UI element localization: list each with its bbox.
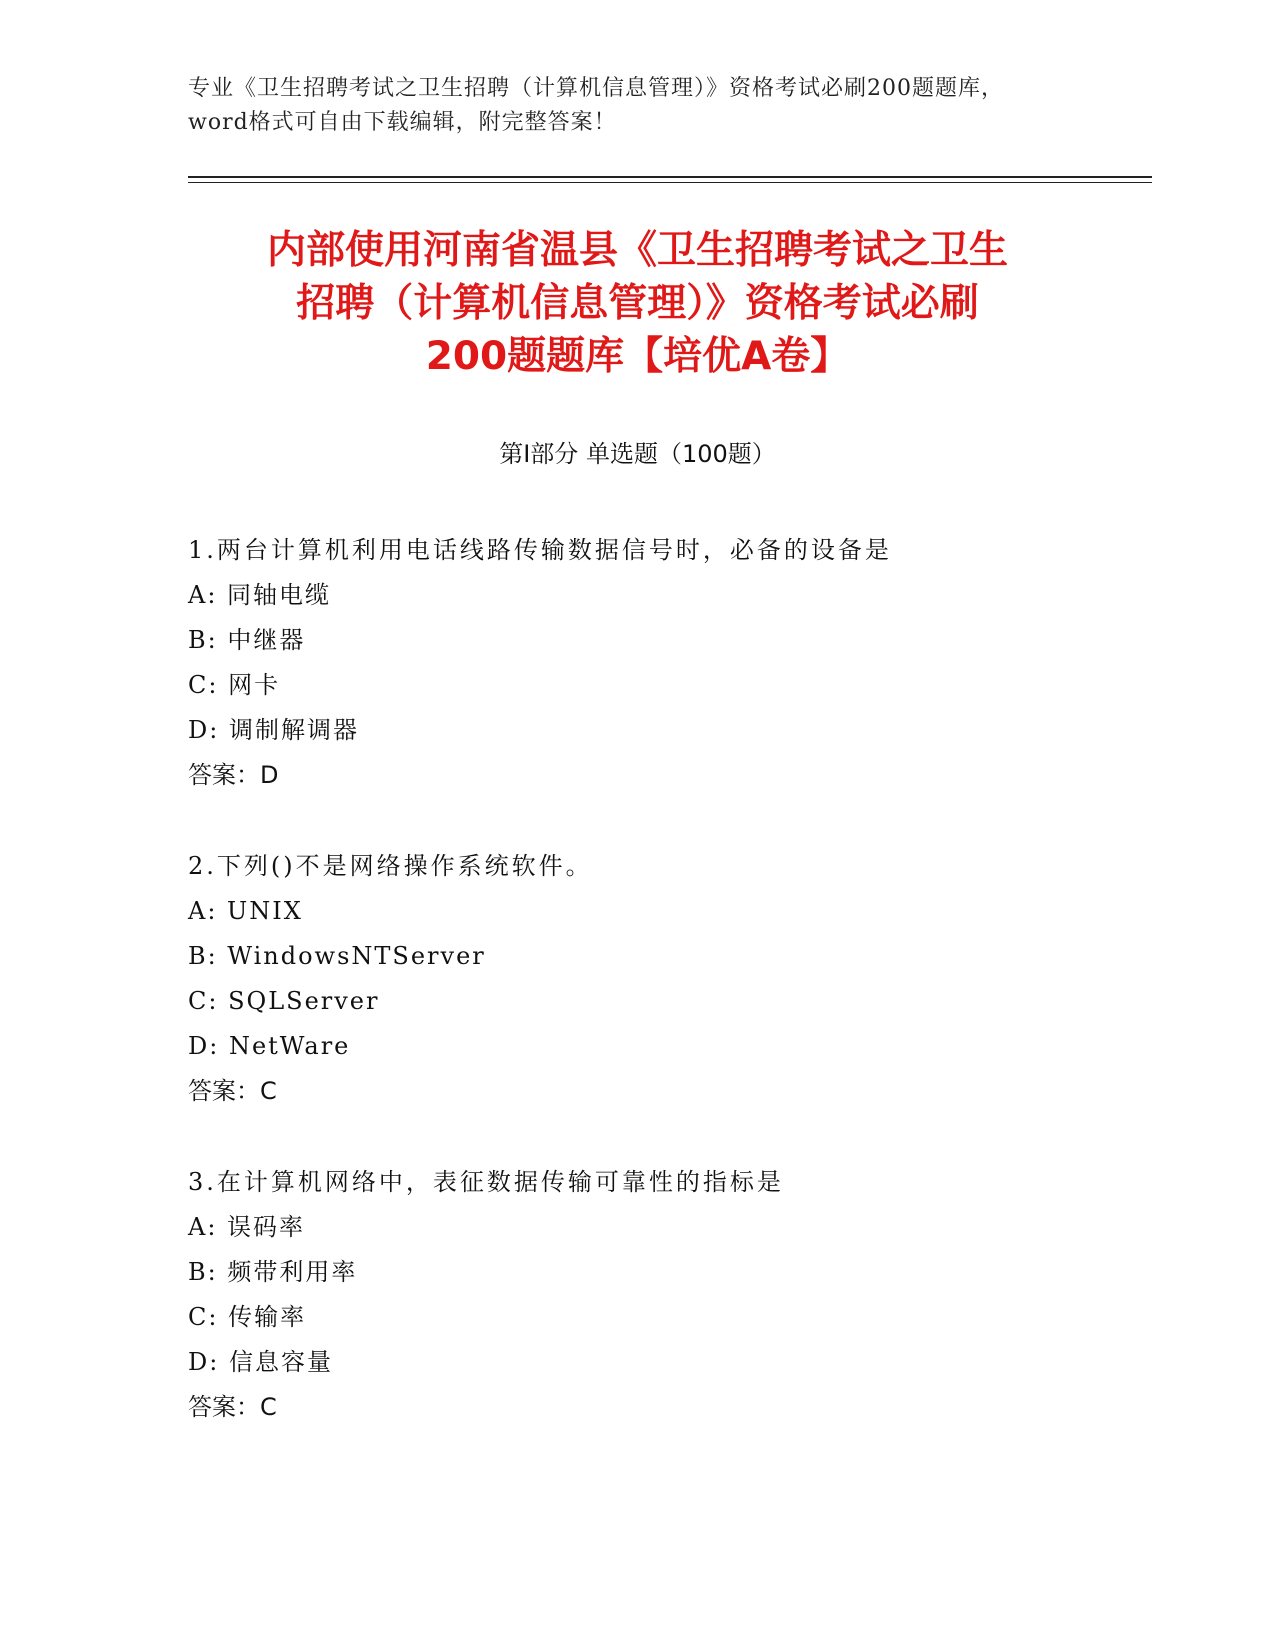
question-list xyxy=(188,528,1148,1476)
question-stem: 2.下列()不是网络操作系统软件。 xyxy=(188,852,593,880)
title-line-2: 招聘（计算机信息管理）》资格考试必刷 xyxy=(296,281,979,326)
option-b: B: 中继器 xyxy=(188,626,306,654)
question-3 xyxy=(188,1160,1148,1430)
answer: 答案：D xyxy=(188,761,279,789)
question-1 xyxy=(188,528,1148,798)
question-2 xyxy=(188,844,1148,1114)
header-note xyxy=(188,72,1088,140)
option-d: D: 调制解调器 xyxy=(188,716,359,744)
option-a: A: 同轴电缆 xyxy=(188,581,332,609)
section-title: 第Ⅰ部分 单选题（100题） xyxy=(499,440,776,468)
question-stem: 3.在计算机网络中，表征数据传输可靠性的指标是 xyxy=(188,1168,784,1196)
option-c: C: 网卡 xyxy=(188,671,281,699)
option-c: C: SQLServer xyxy=(188,987,380,1015)
answer: 答案：C xyxy=(188,1077,277,1105)
option-d: D: NetWare xyxy=(188,1032,351,1060)
option-b: B: 频带利用率 xyxy=(188,1258,358,1286)
option-a: A: 误码率 xyxy=(188,1213,306,1241)
header-note-line-1: 专业《卫生招聘考试之卫生招聘（计算机信息管理）》资格考试必刷200题题库， xyxy=(188,76,1004,101)
title-line-3: 200题题库【培优A卷】 xyxy=(425,334,850,379)
option-a: A: UNIX xyxy=(188,897,303,925)
answer: 答案：C xyxy=(188,1393,277,1421)
option-b: B: WindowsNTServer xyxy=(188,942,486,970)
option-c: C: 传输率 xyxy=(188,1303,307,1331)
title-line-1: 内部使用河南省温县《卫生招聘考试之卫生 xyxy=(266,228,1008,273)
document-title xyxy=(150,224,1125,383)
header-divider-thin xyxy=(188,182,1152,183)
header-divider-thick xyxy=(188,176,1152,178)
option-d: D: 信息容量 xyxy=(188,1348,333,1376)
question-stem: 1.两台计算机利用电话线路传输数据信号时，必备的设备是 xyxy=(188,536,892,564)
header-note-line-2: word格式可自由下载编辑，附完整答案！ xyxy=(188,110,617,135)
